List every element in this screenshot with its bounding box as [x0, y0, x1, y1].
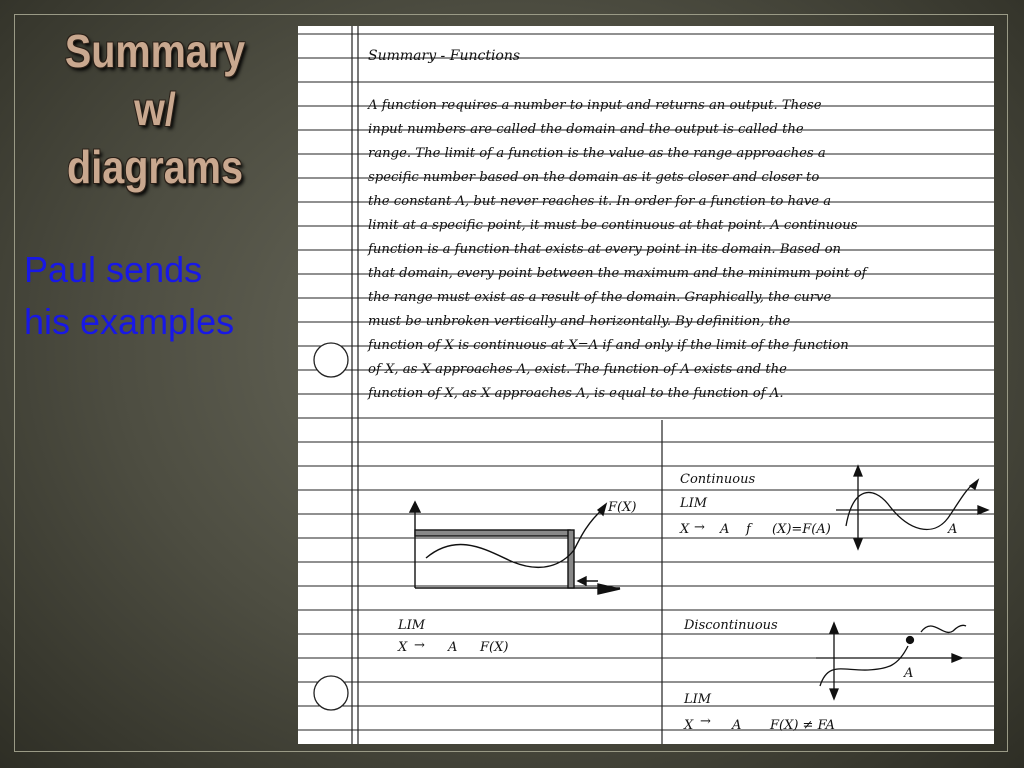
continuous-heading: Continuous [680, 472, 756, 487]
note-line: must be unbroken vertically and horizontally. By definition, the [368, 314, 791, 329]
note-line: specific number based on the domain as it gets closer and closer to [368, 170, 820, 185]
arrow-right-icon: → [694, 520, 705, 535]
discontinuous-axis-label: A [904, 666, 914, 681]
continuous-expr-x: X [680, 522, 690, 537]
note-line: of X, as X approaches A, exist. The function of A exists and the [368, 362, 787, 377]
title-line: w/ [134, 83, 176, 135]
subtitle-line: Paul sends [24, 249, 203, 290]
punch-hole-icon [314, 676, 348, 710]
discontinuous-expr-a: A [732, 718, 742, 733]
subtitle-line: his examples [24, 301, 235, 342]
note-line: the constant A, but never reaches it. In order for a function to have a [368, 194, 832, 209]
arrow-right-icon: → [700, 714, 711, 729]
note-line: range. The limit of a function is the value as the range approaches a [368, 146, 826, 161]
lim-expr-a: A [448, 640, 458, 655]
lim-label: LIM [398, 618, 426, 633]
fx-label: F(X) [608, 500, 637, 515]
continuous-expr-f: f [746, 522, 751, 537]
arrow-right-icon: → [414, 638, 425, 653]
title-line: diagrams [67, 141, 243, 193]
note-line: input numbers are called the domain and the output is called the [368, 122, 804, 137]
lim-expr-x: X [398, 640, 408, 655]
note-paragraph [368, 94, 867, 406]
discontinuous-expr-x: X [684, 718, 694, 733]
slide-title [39, 22, 271, 196]
continuous-lim-label: LIM [680, 496, 708, 511]
note-title: Summary - Functions [368, 48, 521, 64]
discontinuous-expr-rest: F(X) ≠ FA [770, 718, 835, 733]
note-line: the range must exist as a result of the domain. Graphically, the curve [368, 290, 832, 305]
continuous-diagram [836, 466, 988, 549]
lim-expr-f: F(X) [480, 640, 509, 655]
discontinuous-heading: Discontinuous [684, 618, 778, 633]
note-line: function of X is continuous at X=A if and only if the limit of the function [368, 338, 849, 353]
note-line: limit at a specific point, it must be continuous at that point. A continuous [368, 218, 858, 233]
punch-hole-icon [314, 343, 348, 377]
discontinuous-lim-label: LIM [684, 692, 712, 707]
slide-subtitle [24, 244, 299, 348]
note-line: function is a function that exists at every point in its domain. Based on [368, 242, 842, 257]
notebook-paper-image [298, 26, 994, 744]
title-line: Summary [64, 25, 246, 77]
continuous-expr-rest: (X)=F(A) [772, 522, 831, 537]
note-line: A function requires a number to input and returns an output. These [368, 98, 822, 113]
note-line: that domain, every point between the maximum and the minimum point of [368, 266, 867, 281]
continuous-axis-label: A [948, 522, 958, 537]
step-function-diagram [410, 502, 620, 594]
continuous-expr-a: A [720, 522, 730, 537]
note-line: function of X, as X approaches A, is equal to the function of A. [368, 386, 784, 401]
